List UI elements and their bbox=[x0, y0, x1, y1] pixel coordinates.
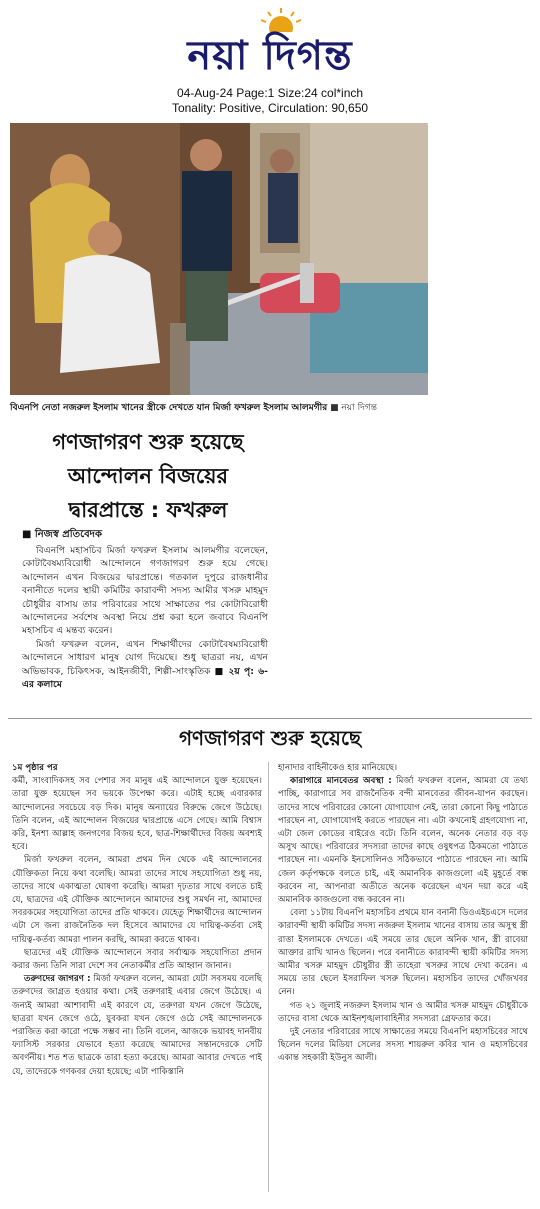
continued-from: ১ম পৃষ্ঠার পর bbox=[12, 763, 58, 773]
jump-line: ■ ২য় পৃ: ৬-এর কলামে bbox=[22, 665, 268, 691]
lede-paragraph-1: বিএনপি মহাসচিব মির্জা ফখরুল ইসলাম আলমগীর বলেছেন, কোটাবৈষম্যবিরোধী আন্দোলনে গণজাগরণ শুরু হয়ে গেছে। আন্দোলন এখন বিজয়ের দ্বারপ্রান্তে। গতকাল দুপুরে রাজধানীর বনানীতে দলের স্থায়ী কমিটির কারাবন্দী সদস্য আমীর খসরু মাহমুদ চৌধুরীর বাসায় তার পরিবারের সাথে সাক্ষাতের পর কোটাবিরোধী আন্দোলনের সর্বশেষ অবস্থা নিয়ে প্রশ্ন করা হলে জবাবে বিএনপি মহাসচিব এ মন্তব্য করেন। bbox=[22, 545, 268, 637]
right-subhead-paragraph bbox=[278, 775, 528, 907]
left-paragraph: মির্জা ফখরুল বলেন, আমরা প্রথম দিন থেকে এই আন্দোলনের যৌক্তিকতা নিয়ে কথা বলেছি। আমরা তাদের সাথে সহযোগিতা শুধু নয়, তাদের সাথে একাত্মতা ঘোষণা করেছি। আমরা দৃঢ়তার সাথে বলতে চাই যে, ছাত্রদের এই যৌক্তিক আন্দোলনে আমাদের শুধু সমর্থন না, আমাদের সবরকমের সহযোগিতা তাদের প্রতি থাকবে। যেহেতু শিক্ষার্থীদের আন্দোলন এটা সে জন্য রাজনৈতিক দল হিসেবে আমাদের যে দায়িত্ব-কর্তব্য সেই দায়িত্ব-কর্তব্য আমরা পালন করছি, আমরা করতে থাকব। bbox=[12, 855, 262, 945]
subhead-text: মির্জা ফখরুল বলেন, আমরা যে তথ্য পাচ্ছি, কারাগারে সব রাজনৈতিক বন্দী মানবেতর জীবন-যাপন করছেন। তাদের সাথে পরিবারের কোনো যোগাযোগ নেই, তারা কোনো কিছু পাঠাতে পারছেন না, যোগাযোগই করতে পারছেন না। এটা কখনোই গ্রহণযোগ্য না, এটা জেল কোডের বাইরেও বটে। তিনি বলেন, অনেক নেতার বড় বড় অসুখ আছে। পরিবারের সদস্যরা তাদের কাছে ওষুধপত্র ঠিকমতো পাঠাতে পারছেন না। এমনকি ইনসোলিনও সঠিকভাবে পাঠাতে পারছেন না। আমি জেল কর্তৃপক্ষকে বলতে চাই, এই অমানবিক কাজগুলো এই মুহূর্তে বন্ধ করবেন না, আপনারা অতীতে অনেক করেছেন এখন দয়া করে এই অমানবিক কাজগুলো বন্ধ করবেন না। bbox=[278, 776, 528, 906]
subhead: কারাগারে মানবেতর অবস্থা : bbox=[290, 776, 392, 787]
newspaper-name: নয়া দিগন্ত bbox=[187, 33, 353, 79]
headline bbox=[18, 425, 278, 527]
continuation-right-column bbox=[278, 762, 528, 1066]
reporter-byline: ■ নিজস্ব প্রতিবেদক bbox=[22, 529, 102, 540]
left-paragraph: ছাত্রদের এই যৌক্তিক আন্দোলনে সবার সর্বাত্মক সহযোগিতা প্রদান করার জন্য তিনি সারা দেশে সব নেতাকর্মীর প্রতি আহ্বান জানান। bbox=[12, 947, 262, 972]
right-paragraph: বেলা ১১টায় বিএনপি মহাসচিব প্রথমে যান বনানী ডিওএইচএসে দলের কারাবন্দী স্থায়ী কমিটির সদস্য নজরুল ইসলাম খানের বাসায় তার অসুস্থ স্ত্রী রাত্তা ইসলামকে দেখতে। এই সময়ে তার ছেলে অনিক খান, স্ত্রী রাবেয়া আক্তার রাখি খানও ছিলেন। পরে বনানীতে কারাবন্দী স্থায়ী কমিটির সদস্য আমীর খসরু মাহমুদ চৌধুরীর স্ত্রী তাহেরা খসরুর সাথে দেখা করেন। এ সময়ে তার ছেলে ইসরাফিল খসরু ছিলেন। মহাসচিব তাদের খোঁজখবর নেন। bbox=[278, 908, 528, 998]
left-paragraph: কর্মী, সাংবাদিকসহ সব পেশার সব মানুষ এই আন্দোলনে যুক্ত হয়েছেন। তারা যুক্ত হয়েছেন সব ভয়কে উপেক্ষা করে। এটাই হচ্ছে এবারকার আন্দোলনের সবচেয়ে বড় দিক। মানুষ অন্যায়ের বিরুদ্ধে জেগে উঠেছে। তিনি বলেন, এই আন্দোলন বিজয়ের দ্বারপ্রান্তে এসে গেছে। আমি বিশ্বাস করি, ইনশা আল্লাহ জনগণের বিজয় হবে, ছাত্র-শিক্ষার্থীদের বিজয় অবশ্যই হবে। bbox=[12, 776, 262, 853]
headline-line1: গণজাগরণ শুরু হয়েছে bbox=[52, 430, 244, 454]
masthead bbox=[130, 4, 410, 80]
right-paragraph: হানাদার বাহিনীকেও হার মানিয়েছে। bbox=[278, 763, 398, 773]
lede-paragraph-2-text: মির্জা ফখরুল বলেন, এখন শিক্ষার্থীদের কোটাবৈষম্যবিরোধী আন্দোলনে সাধারণ মানুষ যোগ দিয়েছে। শুধু ছাত্ররা নয়, এখন অভিভাবক, চিকিৎসক, আইনজীবী, শিল্পী-সাংস্কৃতিক bbox=[22, 638, 268, 677]
column-divider bbox=[268, 762, 269, 1192]
clip-meta-line1: 04-Aug-24 Page:1 Size:24 col*inch bbox=[176, 86, 364, 100]
photo-credit: ■ নয়া দিগন্ত bbox=[330, 403, 377, 413]
photo-caption bbox=[10, 400, 530, 415]
lede-paragraph-2 bbox=[22, 638, 268, 692]
right-paragraph: দুই নেতার পরিবারের সাথে সাক্ষাতের সময়ে বিএনপি মহাসচিবের সাথে ছিলেন দলের মিডিয়া সেলের সদস্য শায়রুল কবির খান ও মহাসচিবের একান্ত সহকারী ইউনুস আলী। bbox=[278, 1027, 528, 1064]
headline-line3: দ্বারপ্রান্তে : ফখরুল bbox=[68, 498, 228, 522]
continuation-headline: গণজাগরণ শুরু হয়েছে bbox=[178, 726, 362, 750]
photo-illustration bbox=[10, 123, 428, 395]
clip-meta-line2: Tonality: Positive, Circulation: 90,650 bbox=[171, 101, 369, 115]
right-paragraph: গত ২১ জুলাই নজরুল ইসলাম খান ও আমীর খসরু মাহমুদ চৌধুরীকে তাদের বাসা থেকে আইনশৃঙ্খলাবাহিনীর সদস্যরা গ্রেফতার করে। bbox=[278, 1000, 528, 1024]
news-photo bbox=[10, 123, 428, 395]
headline-line2: আন্দোলন বিজয়ের bbox=[67, 464, 229, 488]
continuation-left-column bbox=[12, 762, 262, 1079]
caption-text: বিএনপি নেতা নজরুল ইসলাম খানের স্ত্রীকে দেখতে যান মির্জা ফখরুল ইসলাম আলমগীর bbox=[10, 403, 328, 413]
subhead-text: মির্জা ফখরুল বলেন, আমরা যেটা সবসময় বলেছি তরুণদের জাগ্রত হওয়ার কথা। সেই তরুণরাই এবার জেগে উঠেছে। এ জন্যই আমরা আশাবাদী এই কারণে যে, তরুণরা যখন জেগে উঠেছে, ছাত্ররা যখন জেগে ওঠে, যুবকরা যখন জেগে ওঠে সেই আন্দোলনকে পরাজিত করা কারো পক্ষে সম্ভব না। তিনি বলেন, আজকে ভয়াবহ দানবীয় ফ্যাসিস্ট সরকার যেভাবে হত্যা করেছে আমাদের সন্তানদেরকে সেটি অবর্ণনীয়। শত শত ছাত্রকে তারা হত্যা করেছে। আমরা আবার দেখতে পাই যে, তাদেরকে গণকবর দেয়া হয়েছে; এটা পাকিস্তানি bbox=[12, 974, 262, 1077]
subhead: তরুণদের জাগরণ : bbox=[24, 974, 91, 985]
lede-body bbox=[22, 544, 268, 691]
left-subhead-paragraph bbox=[12, 973, 262, 1079]
section-divider bbox=[8, 718, 532, 719]
